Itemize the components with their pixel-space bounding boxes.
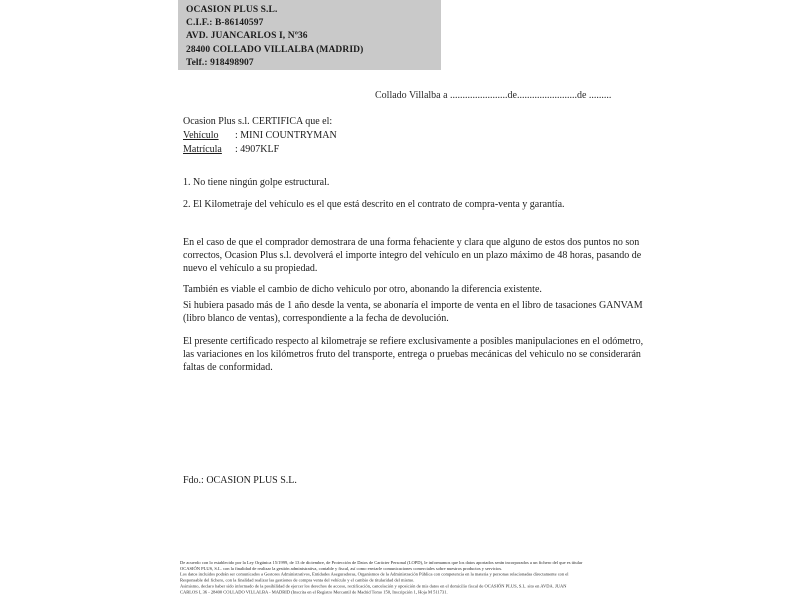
certification-block (183, 115, 337, 156)
paragraph-odometer-disclaimer: El presente certificado respecto al kilometraje se refiere exclusivamente a posibles manipulaciones en el odómetro, las variaciones en los kilómetros fruto del transporte, entrega o pruebas mecánicas del vehiculo no se considerarán faltas de conformidad. (183, 336, 644, 373)
legal-footer (180, 560, 632, 600)
plate-label: Matrícula (183, 143, 222, 155)
plate-row (183, 143, 337, 157)
paragraph-refund-terms: En el caso de que el comprador demostrara de una forma fehaciente y clara que alguno de estos dos puntos no son correctos, Ocasion Plus s.l. devolverá el importe integro del vehículo en un plazo máximo de 48 horas, pasando de nuevo el vehículo a su propiedad. (183, 237, 642, 274)
signature-line: Fdo.: OCASION PLUS S.L. (183, 475, 297, 486)
certified-point-2: 2. El Kilometraje del vehículo es el que está descrito en el contrato de compra-venta y garantía. (183, 199, 565, 210)
vehicle-row (183, 129, 337, 143)
paragraph-ganvam-valuation: Si hubiera pasado más de 1 año desde la venta, se abonaría el importe de venta en el libro de tasaciones GANVAM (libro blanco de ventas), correspondiente a la fecha de devolución. (183, 300, 643, 324)
legal-footer-line: Responsable del fichero, con la finalidad realizar las gestiones de compra venta del vehículo y el cambio de titularidad del mismo. (180, 577, 415, 583)
letterhead (178, 0, 441, 70)
company-city: 28400 COLLADO VILLALBA (MADRID) (186, 44, 364, 55)
plate-value: : 4907KLF (235, 143, 280, 155)
vehicle-label: Vehículo (183, 129, 219, 141)
certified-point-1: 1. No tiene ningún golpe estructural. (183, 177, 330, 188)
date-line: Collado Villalba a .......................de........................de ......... (375, 90, 612, 101)
certification-intro: Ocasion Plus s.l. CERTIFICA que el: (183, 116, 333, 127)
company-address: AVD. JUANCARLOS I, Nº36 (186, 31, 308, 42)
company-phone: Telf.: 918498907 (186, 57, 254, 68)
legal-footer-line: De acuerdo con lo establecido por la Ley Orgánica 15/1999, de 13 de diciembre, de Protección de Datos de Carácter Personal (LOPD), le informamos que los datos aportados serán incorporados a un fichero del que es titular (180, 560, 583, 565)
legal-footer-line: CARLOS I, 36 - 28400 COLLADO VILLALBA - MADRID (Inscrita en el Registro Mercantil de Madrid Tomo 150, Inscripción 1, Hoja M 511731. (180, 589, 448, 595)
legal-footer-line: Asimismo, declaro haber sido informado de la posibilidad de ejercer los derechos de acceso, rectificación, cancelación y oposición de mis datos en el domicilio fiscal de OCASIÓN PLUS, S.L. sito en AVDA. JUAN (180, 583, 567, 589)
company-name: OCASION PLUS S.L. (186, 5, 278, 15)
paragraph-exchange-option: También es viable el cambio de dicho vehiculo por otro, abonando la diferencia existente. (183, 284, 542, 295)
company-cif: C.I.F.: B-86140597 (186, 18, 264, 29)
legal-footer-line: Los datos incluidos podrán ser comunicados a Gestores Administrativos, Entidades Aseguradoras, Organismos de la Administración Pública con competencia en la materia y personas relacionadas directamente con el (180, 571, 569, 577)
legal-footer-line: OCASIÓN PLUS, S.L. con la finalidad de realizar la gestión administrativa, contable y fiscal, así como enviarle comunicaciones comerciales sobre nuestros productos y servicios. (180, 565, 503, 571)
vehicle-value: : MINI COUNTRYMAN (235, 129, 337, 141)
